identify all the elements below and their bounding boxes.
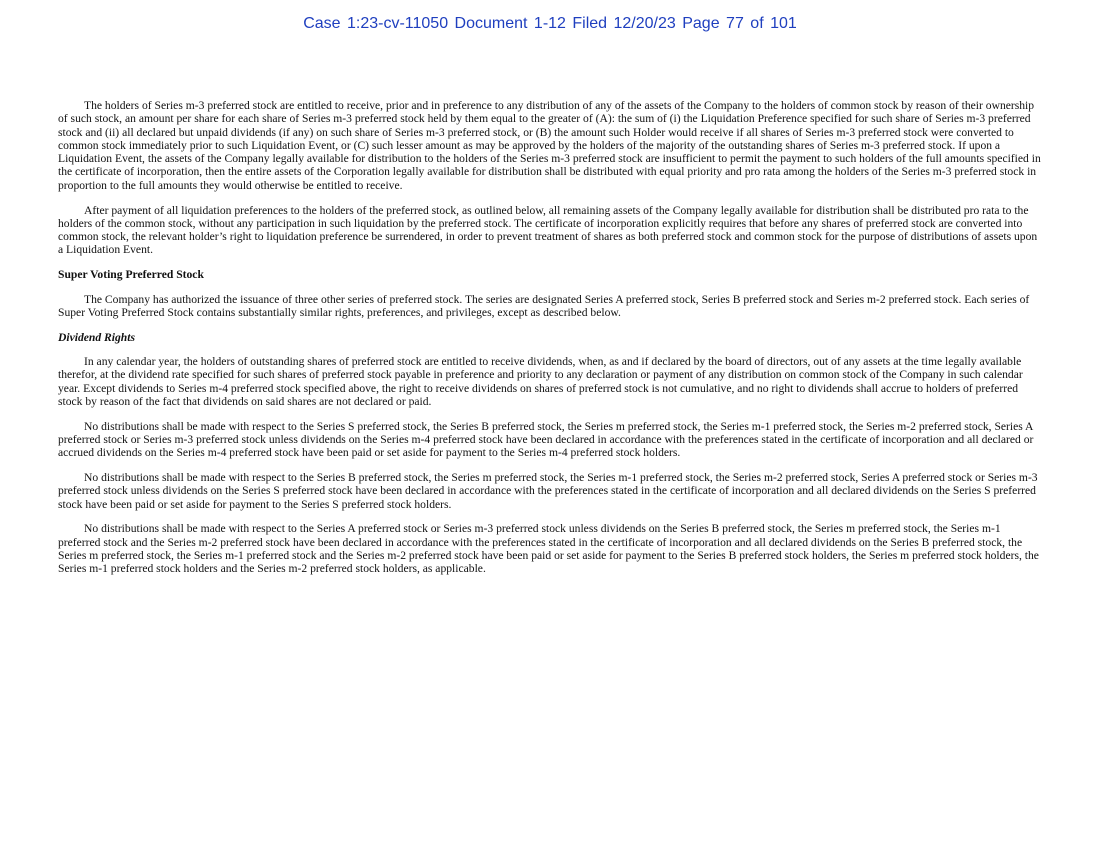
paragraph-distribution-m4: No distributions shall be made with respect to the Series S preferred stock, the Series B preferred stock, the Series m preferred stock, the Series m-1 preferred stock, the Series m-2 preferred stock, Series A preferred stock or Series m-3 preferred stock unless dividends on the Series m-4 preferred stock have been declared in accordance with the preferences stated in the certificate of incorporation and all declared or accrued dividends on the Series m-4 preferred stock have been paid or set aside for payment to the Series m-4 preferred stock holders. (58, 419, 1034, 460)
paragraph-distribution-series-a: No distributions shall be made with respect to the Series A preferred stock or Series m-3 preferred stock unless dividends on the Series B preferred stock, the Series m preferred stock, the Series m-1 preferred stock and the Series m-2 preferred stock have been declared in accordance with the preferences stated in the certificate of incorporation and all declared dividends on the Series B preferred stock, the Series m preferred stock, the Series m-1 preferred stock and the Series m-2 preferred stock have been paid or set aside for payment to the Series B preferred stock holders, the Series m preferred stock holders, the Series m-1 preferred stock holders and the Series m-2 preferred stock holders, as applicable. (58, 522, 1039, 576)
subheading-dividend-rights: Dividend Rights (58, 330, 135, 344)
paragraph-remaining-assets: After payment of all liquidation preferences to the holders of the preferred stock, as outlined below, all remaining assets of the Company legally available for distribution shall be distributed pro rata to the holders of the common stock, without any participation in such liquidation by the preferred stock. The certificate of incorporation explicitly requires that before any shares of preferred stock are converted into common stock, the relevant holder’s right to liquidation preference be surrendered, in order to prevent treatment of shares as both preferred stock and common stock for the purpose of distributions of assets upon a Liquidation Event. (58, 203, 1038, 257)
paragraph-dividend-calendar-year: In any calendar year, the holders of outstanding shares of preferred stock are entitled to receive dividends, when, as and if declared by the board of directors, out of any assets at the time legally available therefor, at the dividend rate specified for such shares of preferred stock payable in preference and priority to any declaration or payment of any distribution on common stock of the Company in such calendar year. Except dividends to Series m-4 preferred stock specified above, the right to receive dividends on shares of preferred stock is not cumulative, and no right to dividends shall accrue to holders of preferred stock by reason of the fact that dividends on said shares are not declared or paid. (58, 354, 1023, 408)
paragraph-liquidation-m3: The holders of Series m-3 preferred stock are entitled to receive, prior and in preference to any distribution of any of the assets of the Company to the holders of common stock by reason of their ownership of such stock, an amount per share for each share of Series m-3 preferred stock held by them equal to the greater of (A): the sum of (i) the Liquidation Preference specified for such share of Series m-3 preferred stock and (ii) all declared but unpaid dividends (if any) on such share of Series m-3 preferred stock, or (B) the amount such Holder would receive if all shares of Series m-3 preferred stock were converted to common stock immediately prior to such Liquidation Event, or (C) such lesser amount as may be approved by the holders of the majority of the outstanding shares of Series m-3 preferred stock. If upon a Liquidation Event, the assets of the Company legally available for distribution to the holders of the Series m-3 preferred stock are insufficient to permit the payment to such holders of the full amounts specified in the certificate of incorporation, then the entire assets of the Corporation legally available for distribution shall be distributed with equal priority and pro rata among the holders of the Series m-3 preferred stock in proportion to the full amounts they would otherwise be entitled to receive. (58, 99, 1041, 192)
case-header-stamp: Case 1:23-cv-11050 Document 1-12 Filed 12/20/23 Page 77 of 101 (303, 15, 797, 32)
paragraph-super-voting: The Company has authorized the issuance of three other series of preferred stock. The series are designated Series A preferred stock, Series B preferred stock and Series m-2 preferred stock. Each series of Super Voting Preferred Stock contains substantially similar rights, preferences, and privileges, except as described below. (58, 292, 1030, 319)
document-body (58, 99, 1043, 587)
section-heading-super-voting: Super Voting Preferred Stock (58, 268, 204, 282)
paragraph-distribution-series-s: No distributions shall be made with respect to the Series B preferred stock, the Series m preferred stock, the Series m-1 preferred stock, the Series m-2 preferred stock, Series A preferred stock or Series m-3 preferred stock unless dividends on the Series S preferred stock have been declared in accordance with the preferences stated in the certificate of incorporation and all declared dividends on the Series S preferred stock have been paid or set aside for payment to the Series S preferred stock holders. (58, 471, 1038, 511)
